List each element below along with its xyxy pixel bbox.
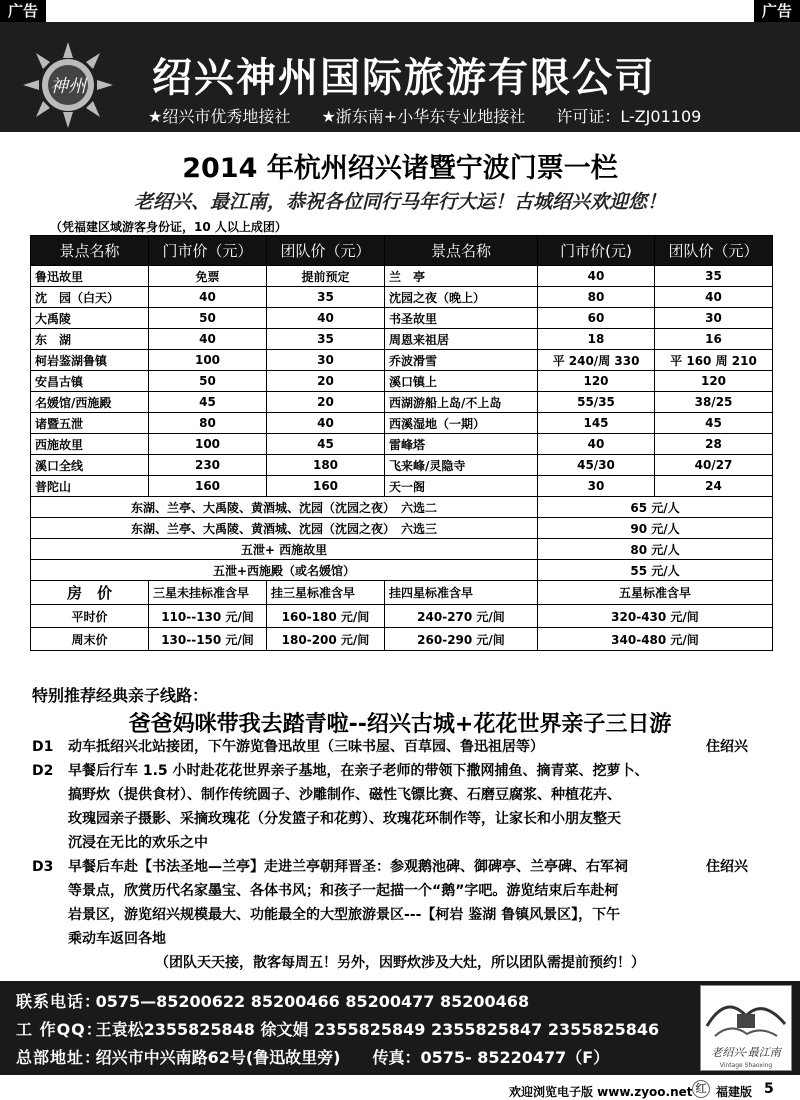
price-cell: 30 [267,350,385,371]
logo-text: 神州 [50,76,86,97]
package-price: 55 元/人 [538,560,773,581]
attraction-name: 溪口全线 [31,455,149,476]
day-stay: 住绍兴 [706,859,748,875]
attraction-name: 名媛馆/西施殿 [31,392,149,413]
page-number: 5 [764,1081,774,1097]
license-number: 许可证：L-ZJ01109 [556,107,702,126]
attraction-name: 西湖游船上岛/不上岛 [385,392,538,413]
itinerary-footnote: （团队天天接，散客每周五！另外，因野炊涉及大灶，所以团队需提前预约！） [155,955,645,971]
day-text-line: 动车抵绍兴北站接团，下午游览鲁迅故里（三味书屋、百草园、鲁迅祖居等） [68,739,544,755]
price-cell: 50 [149,371,267,392]
room-type: 五星标准含早 [538,581,773,605]
price-cell: 45 [267,434,385,455]
table-row [31,287,773,308]
attraction-name: 书圣故里 [385,308,538,329]
page-title: 2014 年杭州绍兴诸暨宁波门票一栏 [182,153,618,184]
table-row [31,455,773,476]
price-cell: 35 [267,287,385,308]
attraction-name: 安昌古镇 [31,371,149,392]
attraction-name: 诸暨五泄 [31,413,149,434]
thumb-sub: Vintage Shaoxing [719,1062,773,1069]
column-header: 团队价（元） [655,236,773,266]
package-row [31,560,773,581]
package-row [31,518,773,539]
day-label: D1 [32,739,54,755]
room-price-label: 房 价 [31,581,149,605]
price-cell: 平 160 周 210 [655,350,773,371]
day-text-line: 早餐后车赴【书法圣地—兰亭】走进兰亭朝拜晋圣：参观鹅池碑、御碑亭、兰亭碑、右军祠 [68,859,628,875]
price-cell: 55/35 [538,392,655,413]
room-row [31,605,773,628]
day-text-line: 岩景区，游览绍兴规模最大、功能最全的大型旅游景区---【柯岩 鉴湖 鲁镇风景区】，下午 [68,907,621,923]
package-price: 65 元/人 [538,497,773,518]
price-cell: 80 [149,413,267,434]
room-period: 周末价 [31,628,149,651]
day-text-line: 等景点，欣赏历代名家墨宝、各体书风；和孩子一起描一个“鹅”字吧。游览结束后车赴柯 [68,883,619,899]
package-row [31,539,773,560]
slogan: 老绍兴、最江南，恭祝各位同行马年行大运！古城绍兴欢迎您！ [133,191,666,213]
price-cell: 45/30 [538,455,655,476]
ticket-price-table [30,235,773,651]
column-header: 景点名称 [385,236,538,266]
day-label: D3 [32,859,54,875]
package-desc: 东湖、兰亭、大禹陵、黄酒城、沈园（沈园之夜） 六选三 [31,518,538,539]
room-header-row [31,581,773,605]
price-cell: 45 [149,392,267,413]
price-cell: 30 [655,308,773,329]
price-cell: 35 [655,266,773,287]
attraction-name: 飞来峰/灵隐寺 [385,455,538,476]
price-cell: 20 [267,392,385,413]
price-cell: 40 [149,329,267,350]
page-footer [0,1080,800,1100]
column-header: 团队价（元） [267,236,385,266]
price-cell: 免票 [149,266,267,287]
price-cell: 38/25 [655,392,773,413]
price-cell: 40 [149,287,267,308]
address-row [16,1045,609,1068]
table-row [31,476,773,497]
attraction-name: 沈 园（白天） [31,287,149,308]
attraction-name: 普陀山 [31,476,149,497]
day-text-line: 乘动车返回各地 [68,931,166,947]
room-price: 320-430 元/间 [538,605,773,628]
thumb-caption: 老绍兴·最江南 [711,1046,781,1059]
price-cell: 120 [538,371,655,392]
qq-row [16,1017,659,1040]
qq-label: 工 作QQ： [16,1020,103,1039]
attraction-name: 西施故里 [31,434,149,455]
attraction-name: 天一阁 [385,476,538,497]
day-text-line: 玫瑰园亲子摄影、采摘玫瑰花（分发篮子和花剪）、玫瑰花环制作等，让家长和小朋友整天 [68,811,621,827]
room-price: 240-270 元/间 [385,605,538,628]
group-note: （凭福建区域游客身份证，10 人以上成团） [50,220,287,234]
footer-site: 欢迎浏览电子版 www.zyoo.net [509,1085,693,1099]
table-row [31,371,773,392]
room-row [31,628,773,651]
price-cell: 60 [538,308,655,329]
price-cell: 50 [149,308,267,329]
price-cell: 230 [149,455,267,476]
day-stay: 住绍兴 [706,739,748,755]
package-desc: 五泄+西施殿（或名媛馆） [31,560,538,581]
table-row [31,413,773,434]
address-text: 绍兴市中兴南路62号(鲁迅故里旁) 传真：0575- 85220477（F） [95,1048,610,1067]
ad-label-left: 广告 [0,0,46,22]
table-row [31,266,773,287]
price-cell: 平 240/周 330 [538,350,655,371]
price-cell: 160 [149,476,267,497]
company-header [0,22,800,132]
attraction-name: 鲁迅故里 [31,266,149,287]
table-row [31,350,773,371]
price-cell: 45 [655,413,773,434]
day-text-line: 早餐后行车 1.5 小时赴花花世界亲子基地，在亲子老师的带领下撒网捕鱼、摘青菜、挖萝卜、 [68,763,649,779]
attraction-name: 沈园之夜（晚上） [385,287,538,308]
tag-specialist: ★浙东南+小华东专业地接社 [321,107,526,126]
price-cell: 180 [267,455,385,476]
phone-label: 联系电话： [16,992,102,1011]
price-cell: 20 [267,371,385,392]
room-price: 110--130 元/间 [149,605,267,628]
package-desc: 东湖、兰亭、大禹陵、黄酒城、沈园（沈园之夜） 六选二 [31,497,538,518]
contact-block [0,981,800,1075]
price-cell: 40 [267,308,385,329]
price-cell: 100 [149,350,267,371]
room-type: 挂四星标准含早 [385,581,538,605]
phone-numbers: 0575—85200622 85200466 85200477 85200468 [95,992,530,1011]
attraction-name: 雷峰塔 [385,434,538,455]
package-row [31,497,773,518]
price-cell: 40 [538,266,655,287]
section-title: 特别推荐经典亲子线路： [32,686,209,705]
attraction-name: 柯岩鉴湖鲁镇 [31,350,149,371]
attraction-name: 兰 亭 [385,266,538,287]
price-cell: 160 [267,476,385,497]
price-cell: 40/27 [655,455,773,476]
price-cell: 40 [655,287,773,308]
package-price: 90 元/人 [538,518,773,539]
table-row [31,329,773,350]
price-cell: 100 [149,434,267,455]
price-cell: 35 [267,329,385,350]
day-text-line: 搞野炊（提供食材）、制作传统圆子、沙雕制作、磁性飞镖比赛、石磨豆腐浆、种植花卉、 [68,787,621,803]
price-cell: 145 [538,413,655,434]
table-row [31,308,773,329]
company-tags [148,104,727,127]
room-price: 130--150 元/间 [149,628,267,651]
attraction-name: 乔波滑雪 [385,350,538,371]
company-name: 绍兴神州国际旅游有限公司 [152,55,656,101]
price-cell: 80 [538,287,655,308]
qq-numbers: 王袁松2355825848 徐文娟 2355825849 2355825847 2355825846 [95,1020,660,1039]
day-label: D2 [32,763,54,779]
column-header: 门市价(元) [538,236,655,266]
table-header-row [31,236,773,266]
table-row [31,392,773,413]
price-cell: 提前预定 [267,266,385,287]
column-header: 门市价（元） [149,236,267,266]
ad-label-right: 广告 [754,0,800,22]
phone-row [16,989,529,1012]
room-type: 挂三星标准含早 [267,581,385,605]
room-price: 160-180 元/间 [267,605,385,628]
attraction-name: 溪口镇上 [385,371,538,392]
price-cell: 40 [538,434,655,455]
tag-excellent: ★绍兴市优秀地接社 [148,107,291,126]
price-cell: 16 [655,329,773,350]
footer-badge: 红 [692,1080,710,1098]
price-cell: 40 [267,413,385,434]
package-price: 80 元/人 [538,539,773,560]
attraction-name: 大禹陵 [31,308,149,329]
price-cell: 18 [538,329,655,350]
price-cell: 24 [655,476,773,497]
price-cell: 28 [655,434,773,455]
table-row [31,434,773,455]
attraction-name: 西溪湿地（一期） [385,413,538,434]
vintage-shaoxing-thumbnail [700,985,792,1071]
attraction-name: 周恩来祖居 [385,329,538,350]
room-price: 260-290 元/间 [385,628,538,651]
company-logo-icon [18,40,118,130]
room-period: 平时价 [31,605,149,628]
price-cell: 120 [655,371,773,392]
room-price: 340-480 元/间 [538,628,773,651]
footer-edition: 福建版 [716,1085,753,1099]
landscape-icon [701,986,791,1070]
attraction-name: 东 湖 [31,329,149,350]
room-price: 180-200 元/间 [267,628,385,651]
day-text-line: 沉浸在无比的欢乐之中 [68,835,208,851]
address-label: 总部地址： [16,1048,102,1067]
package-desc: 五泄+ 西施故里 [31,539,538,560]
column-header: 景点名称 [31,236,149,266]
route-title: 爸爸妈咪带我去踏青啦--绍兴古城+花花世界亲子三日游 [128,712,672,737]
price-cell: 30 [538,476,655,497]
room-type: 三星未挂标准含早 [149,581,267,605]
